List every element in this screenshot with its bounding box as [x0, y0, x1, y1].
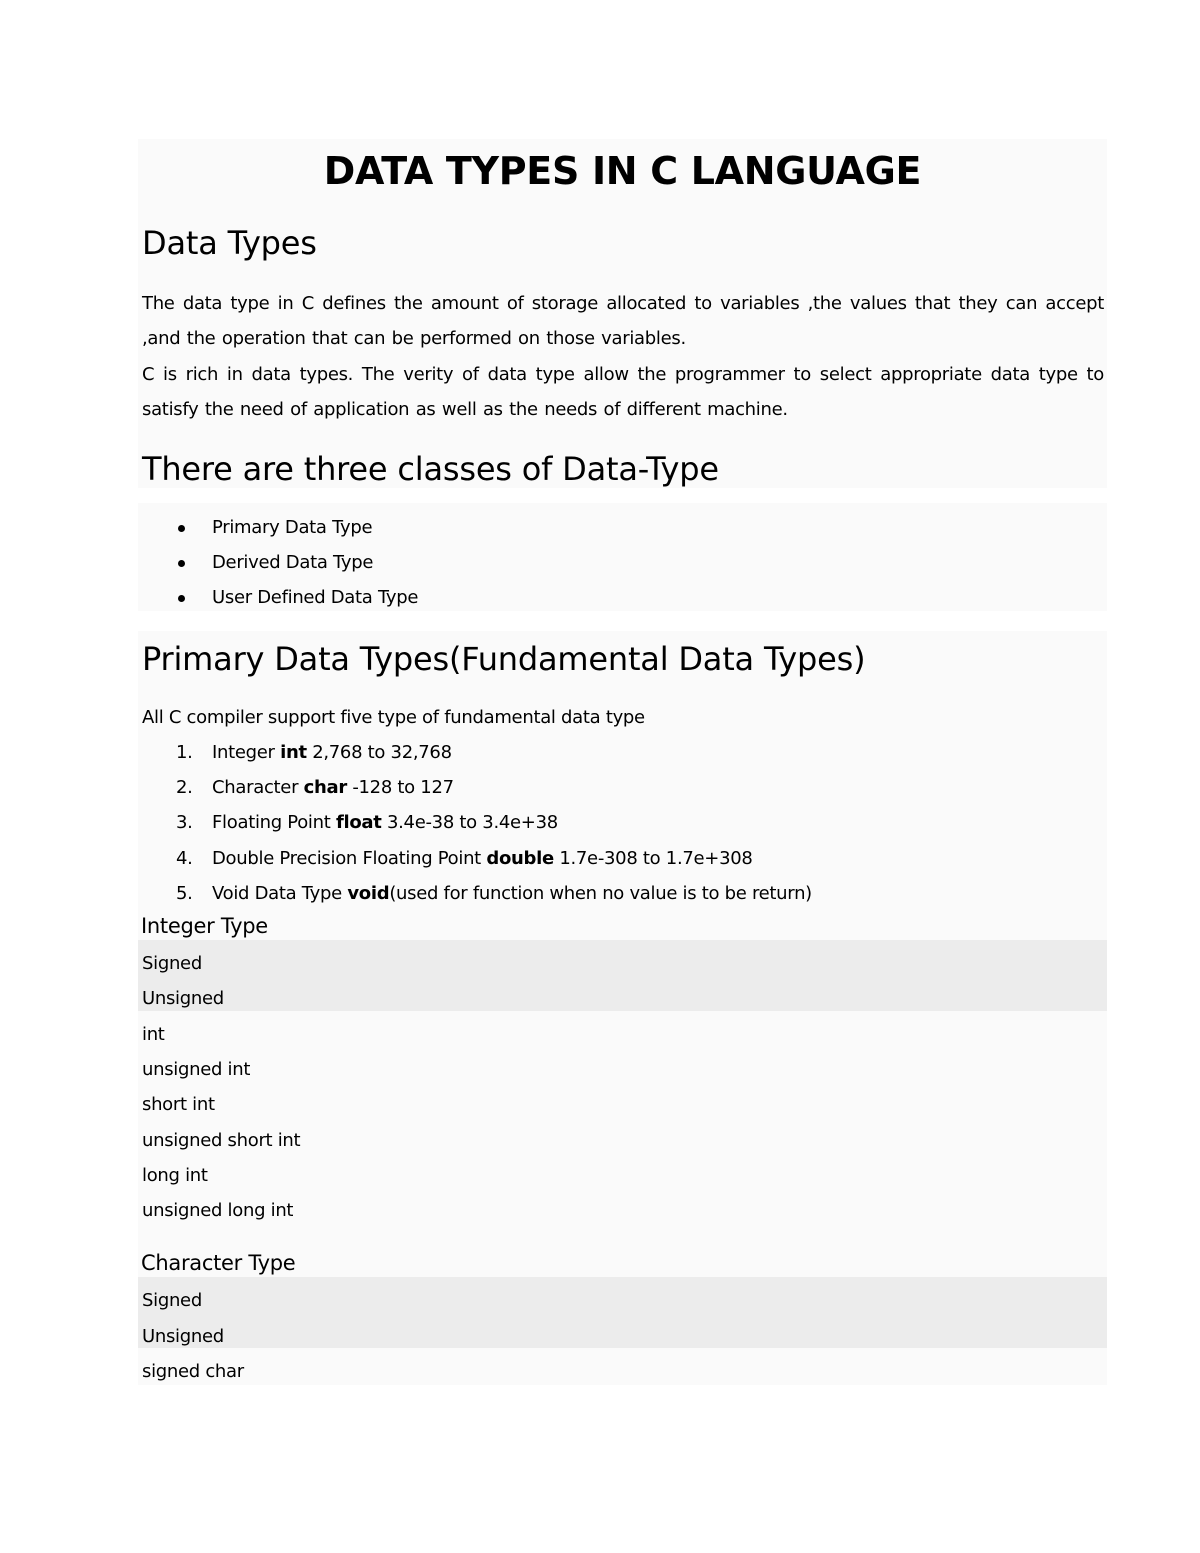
bullet-icon	[178, 595, 185, 602]
bullet-icon	[178, 525, 185, 532]
character-header-signed: Signed	[142, 1290, 202, 1311]
list-item	[0, 770, 1200, 805]
table-row: unsigned short int	[142, 1130, 301, 1151]
keyword: void	[347, 882, 390, 904]
list-item-text: Double Precision Floating Point double 1.7e-308 to 1.7e+308	[212, 847, 753, 869]
heading-data-types: Data Types	[142, 224, 317, 262]
list-item	[0, 735, 1200, 770]
paragraph-storage-definition: The data type in C defines the amount of storage allocated to variables ,the values that they can accept ,and the operation that can be performed on those variables.	[142, 293, 1104, 350]
bullet-icon	[178, 560, 185, 567]
character-header-shading	[138, 1277, 1107, 1348]
paragraph-rich-data-types: C is rich in data types. The verity of data type allow the programmer to select appropriate data type to satisfy the need of application as well as the needs of different machine.	[142, 364, 1104, 421]
table-row: long int	[142, 1165, 208, 1186]
list-item-text: Integer int 2,768 to 32,768	[212, 742, 452, 763]
list-item	[0, 510, 1200, 545]
integer-header-signed: Signed	[142, 953, 202, 974]
character-header-unsigned: Unsigned	[142, 1326, 224, 1347]
list-number: 4.	[176, 847, 193, 869]
list-number: 1.	[176, 742, 193, 763]
keyword: float	[335, 812, 382, 834]
table-row: int	[142, 1024, 165, 1045]
list-item	[0, 841, 1200, 876]
list-item	[0, 876, 1200, 911]
heading-three-classes: There are three classes of Data-Type	[142, 450, 719, 488]
list-item-text: Void Data Type void(used for function when no value is to be return)	[212, 882, 812, 904]
list-item-text: User Defined Data Type	[212, 587, 419, 609]
integer-header-unsigned: Unsigned	[142, 988, 224, 1009]
list-number: 2.	[176, 777, 193, 799]
list-item	[0, 545, 1200, 580]
heading-primary-data-types: Primary Data Types(Fundamental Data Types)	[142, 640, 866, 678]
table-row: signed char	[142, 1361, 244, 1382]
list-item-text: Primary Data Type	[212, 517, 373, 538]
list-number: 3.	[176, 812, 193, 834]
heading-integer-type: Integer Type	[141, 914, 268, 938]
list-item-text: Derived Data Type	[212, 552, 374, 574]
table-row: unsigned long int	[142, 1200, 294, 1221]
table-row: short int	[142, 1094, 215, 1115]
table-row: unsigned int	[142, 1059, 251, 1080]
heading-character-type: Character Type	[141, 1251, 296, 1275]
integer-header-shading	[138, 940, 1107, 1011]
keyword: int	[280, 742, 307, 763]
keyword: double	[486, 847, 554, 869]
list-item-text: Character char -128 to 127	[212, 777, 454, 799]
fundamental-types-list	[0, 735, 1200, 911]
document-title: DATA TYPES IN C LANGUAGE	[323, 149, 922, 193]
list-item	[0, 805, 1200, 840]
list-item	[0, 580, 1200, 615]
list-number: 5.	[176, 882, 193, 904]
data-type-classes-list	[0, 510, 1200, 616]
keyword: char	[303, 777, 347, 799]
primary-intro-text: All C compiler support five type of fundamental data type	[142, 707, 645, 728]
list-item-text: Floating Point float 3.4e-38 to 3.4e+38	[212, 812, 558, 834]
